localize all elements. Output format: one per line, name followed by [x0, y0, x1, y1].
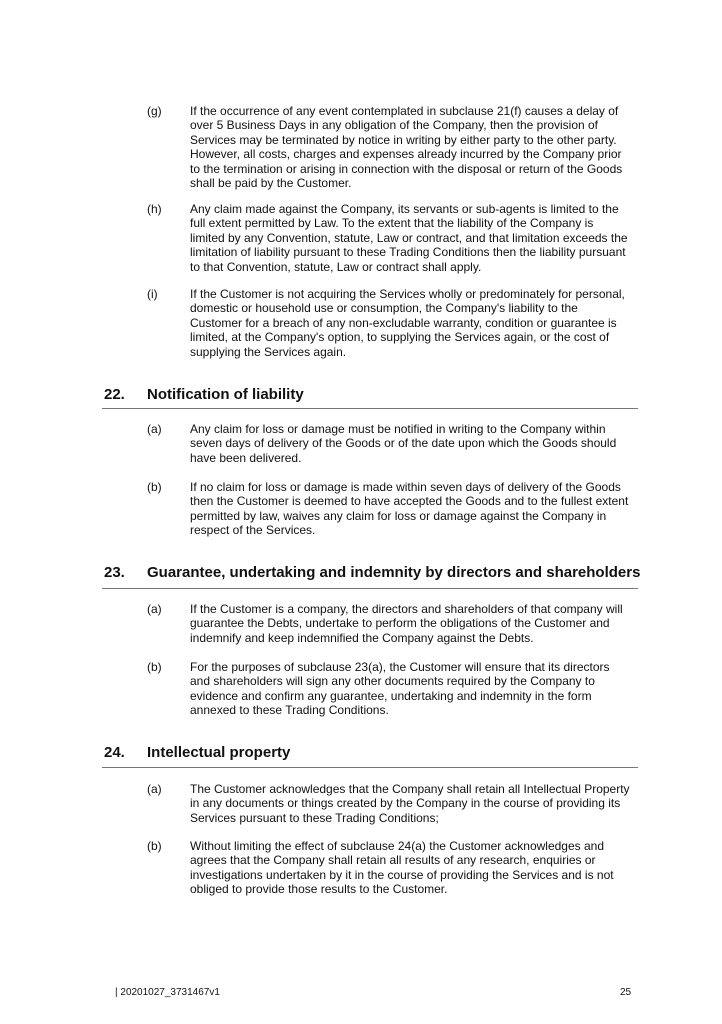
text-line: guarantee the Debts, undertake to perform the obligations of the Customer and	[190, 616, 610, 631]
page-number: 25	[620, 987, 632, 998]
text-line: If the occurrence of any event contemplated in subclause 21(f) causes a delay of	[190, 104, 619, 118]
text-line: investigations undertaken by it in the course of providing the Services and is not	[190, 867, 614, 882]
text-line: limited, at the Company's option, to supplying the Services again, or the cost of	[190, 330, 610, 345]
clause-label: (b)	[147, 480, 162, 494]
text-line: to that Convention, statute, Law or contract shall apply.	[190, 259, 482, 274]
text-line: have been delivered.	[190, 450, 302, 465]
text-line: For the purposes of subclause 23(a), the Customer will ensure that its directors	[190, 660, 610, 674]
clause-label: (a)	[147, 602, 162, 616]
text-line: Services pursuant to these Trading Conditions;	[190, 810, 439, 825]
text-line: Customer for a breach of any non-excludable warranty, condition or guarantee is	[190, 315, 617, 330]
text-line: permitted by law, waives any claim for loss or damage against the Company in	[190, 508, 607, 523]
text-line: supplying the Services again.	[190, 344, 347, 359]
text-line: However, all costs, charges and expenses already incurred by the Company prior	[190, 147, 622, 162]
heading-title: Notification of liability	[147, 386, 304, 403]
text-line: limited by any Convention, statute, Law or contract, and that limitation exceeds the	[190, 230, 628, 245]
text-line: obliged to provide those results to the Customer.	[190, 882, 448, 897]
text-line: Services may be terminated by notice in writing by either party to the other party.	[190, 132, 617, 147]
clause-label: (h)	[147, 202, 162, 216]
clause-text	[190, 660, 610, 718]
text-line: then the Customer is deemed to have accepted the Goods and to the fullest extent	[190, 494, 629, 509]
clause-label: (a)	[147, 422, 162, 436]
text-line: annexed to these Trading Conditions.	[190, 703, 389, 718]
text-line: Any claim for loss or damage must be notified in writing to the Company within	[190, 422, 606, 436]
clause-text	[190, 782, 630, 825]
text-line: The Customer acknowledges that the Company shall retain all Intellectual Property	[190, 782, 630, 796]
text-line: and shareholders will sign any other documents required by the Company to	[190, 674, 595, 689]
text-line: If the Customer is a company, the directors and shareholders of that company will	[190, 602, 623, 616]
text-line: respect of the Services.	[190, 523, 316, 538]
text-line: in any documents or things created by the Company in the course of providing its	[190, 796, 621, 811]
heading-number: 23.	[104, 564, 125, 581]
clause-label: (b)	[147, 839, 162, 853]
text-line: agrees that the Company shall retain all results of any research, enquiries or	[190, 853, 596, 868]
heading-number: 24.	[104, 744, 125, 761]
heading-rule	[102, 408, 638, 409]
text-line: limitation of liability pursuant to these Trading Conditions then the liability pursuant	[190, 245, 626, 260]
text-line: to the termination or arising in connection with the disposal or return of the Goods	[190, 161, 623, 176]
clause-text	[190, 287, 625, 359]
clause-label: (g)	[147, 104, 162, 118]
clause-text	[190, 202, 628, 274]
clause-text	[190, 422, 616, 465]
clause-label: (b)	[147, 660, 162, 674]
clause-label: (i)	[147, 287, 158, 301]
text-line: over 5 Business Days in any obligation of the Company, then the provision of	[190, 118, 599, 133]
text-line: If the Customer is not acquiring the Services wholly or predominately for personal,	[190, 287, 625, 301]
heading-rule	[102, 767, 638, 768]
text-line: Without limiting the effect of subclause 24(a) the Customer acknowledges and	[190, 839, 604, 853]
text-line: If no claim for loss or damage is made within seven days of delivery of the Goods	[190, 480, 621, 494]
text-line: evidence and confirm any guarantee, undertaking and indemnity in the form	[190, 688, 592, 703]
heading-rule	[102, 588, 638, 589]
text-line: seven days of delivery of the Goods or of the date upon which the Goods should	[190, 436, 617, 451]
heading-title: Intellectual property	[147, 744, 291, 761]
heading-number: 22.	[104, 386, 125, 403]
clause-text	[190, 602, 623, 645]
clause-label: (a)	[147, 782, 162, 796]
clause-text	[190, 104, 622, 190]
text-line: indemnify and keep indemnified the Company against the Debts.	[190, 630, 534, 645]
clause-text	[190, 480, 628, 538]
footer-doc-ref: | 20201027_3731467v1	[115, 987, 220, 998]
text-line: full extent permitted by Law. To the extent that the liability of the Company is	[190, 216, 594, 231]
clause-text	[190, 839, 614, 897]
text-line: Any claim made against the Company, its servants or sub-agents is limited to the	[190, 202, 619, 216]
text-line: shall be paid by the Customer.	[190, 175, 352, 190]
text-line: domestic or household use or consumption, the Company's liability to the	[190, 301, 578, 316]
heading-title: Guarantee, undertaking and indemnity by directors and shareholders	[147, 564, 641, 581]
